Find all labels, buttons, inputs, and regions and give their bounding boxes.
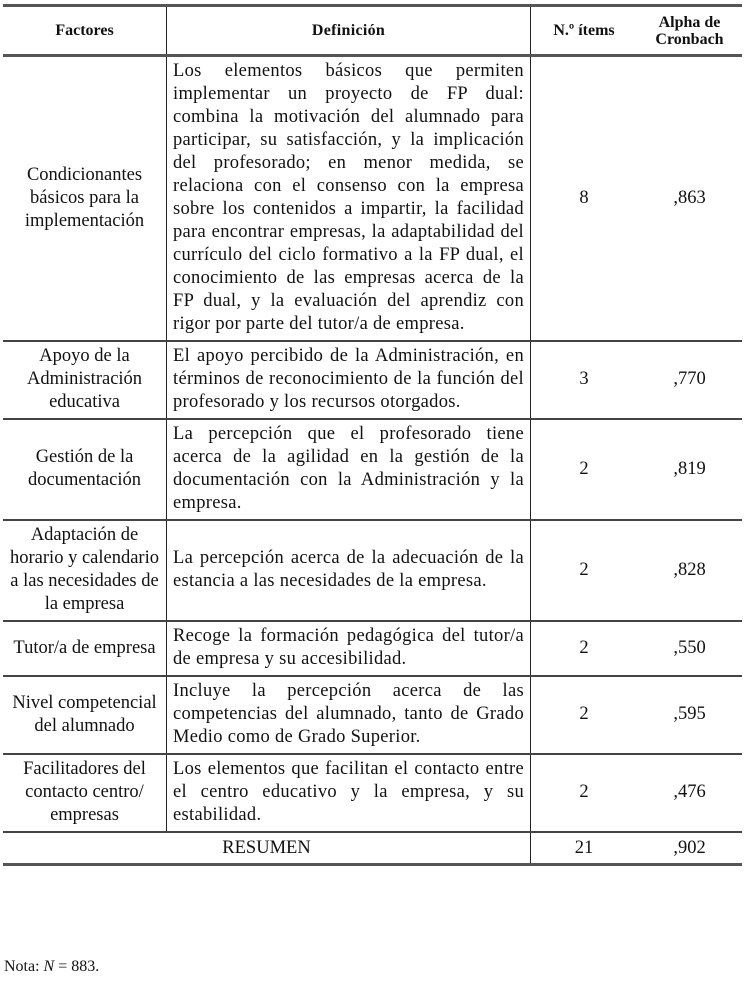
alpha-cell: ,595: [637, 676, 742, 754]
definition-cell: Los elementos básicos que permiten implementar un proyecto de FP dual: combina la motivación del alumnado para participar, su satisfacción, y la implicación del profesorado; en menor medida, se relaciona con el consenso con la empresa sobre los contenidos a impartir, la facilidad para encontrar empresas, la adaptabilidad del currículo del ciclo formativo a la FP dual, el conocimiento de las empresas acerca de la FP dual, y la evaluación del aprendiz con rigor por parte del tutor/a de empresa.: [167, 56, 531, 342]
table-row: [3, 621, 742, 676]
note-variable: N: [43, 958, 55, 975]
summary-alpha: ,902: [637, 832, 742, 865]
items-cell: 8: [531, 56, 638, 342]
factor-cell: Tutor/a de empresa: [3, 621, 167, 676]
alpha-cell: ,550: [637, 621, 742, 676]
alpha-cell: ,828: [637, 520, 742, 621]
header-row: [3, 6, 742, 56]
items-cell: 3: [531, 341, 638, 419]
definition-cell: Los elementos que facilitan el contacto entre el centro educativo y la empresa, y su estabilidad.: [167, 754, 531, 832]
table-row: [3, 56, 742, 342]
summary-items: 21: [531, 832, 638, 865]
alpha-cell: ,819: [637, 419, 742, 520]
items-cell: 2: [531, 419, 638, 520]
header-items: N.º ítems: [531, 6, 638, 56]
items-cell: 2: [531, 676, 638, 754]
definition-cell: La percepción que el profesorado tiene acerca de la agilidad en la gestión de la documentación con la Administración y la empresa.: [167, 419, 531, 520]
factor-cell: Condicionantes básicos para la implementación: [3, 56, 167, 342]
definition-cell: El apoyo percibido de la Administración, en términos de reconocimiento de la función del profesorado y los recursos otorgados.: [167, 341, 531, 419]
definition-cell: La percepción acerca de la adecuación de la estancia a las necesidades de la empresa.: [167, 520, 531, 621]
note-prefix: Nota:: [4, 958, 44, 975]
factor-cell: Apoyo de la Administración educativa: [3, 341, 167, 419]
items-cell: 2: [531, 754, 638, 832]
items-cell: 2: [531, 621, 638, 676]
table-row: [3, 520, 742, 621]
factor-cell: Gestión de la documentación: [3, 419, 167, 520]
factor-cell: Adaptación de horario y calendario a las necesidades de la empresa: [3, 520, 167, 621]
table-row: [3, 676, 742, 754]
definition-cell: Incluye la percepción acerca de las competencias del alumnado, tanto de Grado Medio como de Grado Superior.: [167, 676, 531, 754]
table-row: [3, 341, 742, 419]
factor-cell: Nivel competencial del alumnado: [3, 676, 167, 754]
factors-table: [3, 4, 742, 866]
factor-cell: Facilitadores del contacto centro/ empresas: [3, 754, 167, 832]
alpha-cell: ,770: [637, 341, 742, 419]
summary-row: [3, 832, 742, 865]
definition-cell: Recoge la formación pedagógica del tutor/a de empresa y su accesibilidad.: [167, 621, 531, 676]
summary-label: RESUMEN: [3, 832, 531, 865]
note-suffix: = 883.: [54, 958, 100, 975]
table-row: [3, 754, 742, 832]
table-row: [3, 419, 742, 520]
alpha-cell: ,476: [637, 754, 742, 832]
table-note: [4, 958, 99, 976]
alpha-cell: ,863: [637, 56, 742, 342]
header-alpha: Alpha de Cronbach: [637, 6, 742, 56]
header-factores: Factores: [3, 6, 167, 56]
header-definicion: Definición: [167, 6, 531, 56]
items-cell: 2: [531, 520, 638, 621]
